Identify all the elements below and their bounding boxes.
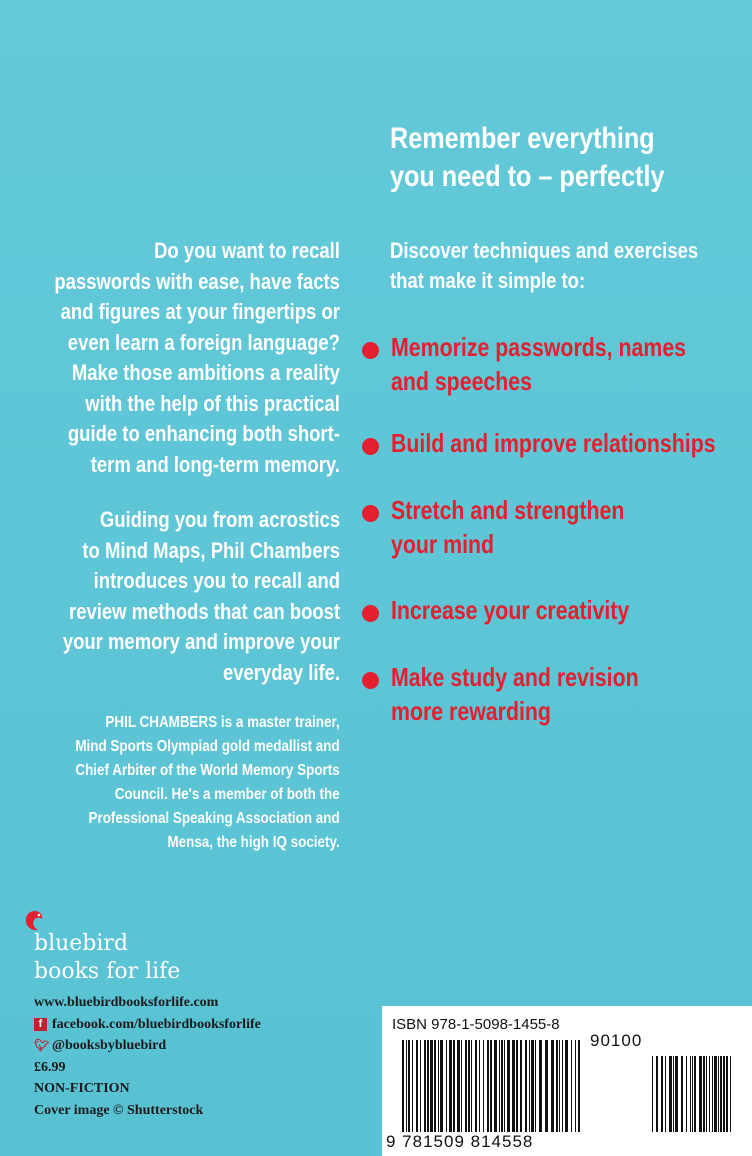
barcode-bar bbox=[673, 1056, 674, 1132]
barcode-bar bbox=[494, 1040, 497, 1132]
barcode-bar bbox=[559, 1040, 560, 1132]
barcode-bar bbox=[420, 1040, 421, 1132]
publisher-line: bluebird bbox=[34, 931, 129, 956]
price: £6.99 bbox=[34, 1059, 66, 1075]
publisher-facebook[interactable] bbox=[34, 1014, 261, 1036]
bullet-dot-icon bbox=[362, 672, 379, 689]
barcode-bar bbox=[726, 1056, 728, 1132]
barcode-bar bbox=[457, 1040, 460, 1132]
barcode-bar bbox=[504, 1040, 505, 1132]
paragraph-line: term and long-term memory. bbox=[90, 451, 340, 477]
barcode-bar bbox=[535, 1040, 536, 1132]
barcode-bar bbox=[706, 1056, 707, 1132]
paragraph-line: review methods that can boost bbox=[68, 598, 340, 624]
barcode-bar bbox=[681, 1056, 683, 1132]
barcode-bar bbox=[427, 1040, 429, 1132]
barcode-bar bbox=[551, 1040, 554, 1132]
barcode-bar bbox=[661, 1056, 663, 1132]
paragraph-line: Do you want to recall bbox=[154, 238, 340, 263]
barcode-bar bbox=[723, 1056, 725, 1132]
barcode-bar bbox=[475, 1040, 477, 1132]
paragraph-line: introduces you to recall and bbox=[93, 568, 340, 593]
twitter-bird-icon: 🐦︎ bbox=[34, 1038, 50, 1053]
paragraph-line: guide to enhancing both short- bbox=[67, 421, 341, 446]
barcode-bar bbox=[520, 1040, 522, 1132]
barcode-bar bbox=[718, 1056, 719, 1132]
barcode-bar bbox=[575, 1040, 576, 1132]
publisher-twitter[interactable] bbox=[34, 1035, 261, 1057]
barcode-bar bbox=[408, 1040, 410, 1132]
barcode-bar bbox=[571, 1040, 572, 1132]
barcode-bar bbox=[545, 1040, 548, 1132]
barcode-panel bbox=[382, 1006, 752, 1156]
benefit-line: Memorize passwords, names bbox=[391, 332, 687, 362]
facebook-text[interactable]: facebook.com/bluebirdbooksforlife bbox=[52, 1016, 261, 1032]
paragraph-line: to Mind Maps, Phil Chambers bbox=[82, 537, 341, 563]
barcode-bar bbox=[483, 1040, 484, 1132]
barcode-bar bbox=[709, 1056, 710, 1132]
barcode-bar bbox=[539, 1040, 542, 1132]
barcode-bar bbox=[712, 1056, 713, 1132]
barcode-bar bbox=[402, 1040, 404, 1132]
barcode-bar bbox=[720, 1056, 722, 1132]
barcode-bar bbox=[652, 1056, 653, 1132]
barcode-bar bbox=[416, 1040, 418, 1132]
barcode-bar bbox=[669, 1056, 672, 1132]
benefit-line: and speeches bbox=[391, 366, 533, 396]
barcode-bar bbox=[714, 1056, 717, 1132]
image-credit: Cover image © Shutterstock bbox=[34, 1102, 204, 1118]
barcode-bar bbox=[730, 1056, 731, 1132]
bio-line: Council. He's a member of both the bbox=[115, 786, 340, 803]
barcode-bar bbox=[665, 1056, 666, 1132]
barcode-bar bbox=[562, 1040, 563, 1132]
barcode-bar bbox=[686, 1056, 687, 1132]
barcode-bar bbox=[487, 1040, 489, 1132]
paragraph-line: passwords with ease, have facts bbox=[54, 268, 340, 294]
intro-line: Discover techniques and exercises bbox=[390, 238, 699, 263]
facebook-icon: f bbox=[34, 1018, 47, 1031]
headline-line: you need to – perfectly bbox=[390, 160, 665, 193]
bio-line: Chief Arbiter of the World Memory Sports bbox=[75, 762, 340, 779]
barcode-bar bbox=[656, 1056, 658, 1132]
barcode-bar bbox=[430, 1040, 433, 1132]
barcode-bar bbox=[471, 1040, 472, 1132]
twitter-text[interactable]: @booksbybluebird bbox=[52, 1038, 167, 1053]
benefit-line: Increase your creativity bbox=[391, 595, 630, 625]
barcode-bar bbox=[479, 1040, 480, 1132]
benefit-line: your mind bbox=[391, 529, 495, 559]
barcode-bar bbox=[699, 1056, 702, 1132]
barcode-bar bbox=[461, 1040, 462, 1132]
paragraph-line: Guiding you from acrostics bbox=[99, 507, 340, 532]
bullet-dot-icon bbox=[362, 505, 379, 522]
barcode-bar bbox=[453, 1040, 455, 1132]
bullet-dot-icon bbox=[362, 438, 379, 455]
publisher-website[interactable] bbox=[34, 992, 261, 1014]
isbn-label: ISBN 978-1-5098-1455-8 bbox=[392, 1016, 560, 1033]
intro-text bbox=[390, 236, 699, 296]
barcode-bar bbox=[694, 1056, 696, 1132]
barcode-bar bbox=[412, 1040, 413, 1132]
barcode-bar bbox=[512, 1040, 515, 1132]
barcode-digits: 9 781509 814558 bbox=[386, 1132, 534, 1151]
barcode-bar bbox=[531, 1040, 534, 1132]
intro-line: that make it simple to: bbox=[390, 268, 586, 293]
headline-line: Remember everything bbox=[390, 122, 655, 155]
barcode-bar bbox=[529, 1040, 530, 1132]
barcode-bar bbox=[449, 1040, 452, 1132]
website-text[interactable]: www.bluebirdbooksforlife.com bbox=[34, 995, 219, 1010]
barcode-bar bbox=[468, 1040, 470, 1132]
category: NON-FICTION bbox=[34, 1081, 130, 1096]
benefit-line: Build and improve relationships bbox=[391, 428, 716, 458]
barcode-bar bbox=[438, 1040, 439, 1132]
barcode-bar bbox=[499, 1040, 500, 1132]
bio-line: Mind Sports Olympiad gold medallist and bbox=[75, 738, 340, 755]
paragraph-line: everyday life. bbox=[222, 659, 340, 685]
barcode-bar bbox=[501, 1040, 503, 1132]
bio-line: PHIL CHAMBERS is a master trainer, bbox=[105, 714, 341, 731]
barcode-bar bbox=[465, 1040, 467, 1132]
bio-line: Mensa, the high IQ society. bbox=[167, 834, 340, 851]
barcode-bar bbox=[446, 1040, 447, 1132]
benefit-line: more rewarding bbox=[391, 696, 551, 726]
barcode-bar bbox=[434, 1040, 436, 1132]
barcode-bar bbox=[406, 1040, 407, 1132]
publisher-line: books for life bbox=[34, 959, 181, 984]
paragraph-line: even learn a foreign language? bbox=[67, 329, 340, 355]
publisher-info bbox=[34, 992, 261, 1121]
paragraph-line: and figures at your fingertips or bbox=[60, 299, 341, 324]
bullet-dot-icon bbox=[362, 342, 379, 359]
paragraph-line: with the help of this practical bbox=[85, 390, 341, 416]
barcode-bar bbox=[692, 1056, 693, 1132]
benefit-line: Stretch and strengthen bbox=[391, 495, 625, 525]
author-bio bbox=[76, 711, 340, 855]
barcode-bar bbox=[525, 1040, 527, 1132]
barcode-bar bbox=[690, 1056, 691, 1132]
bio-line: Professional Speaking Association and bbox=[88, 810, 341, 827]
barcode-bar bbox=[490, 1040, 492, 1132]
publisher-name bbox=[34, 930, 180, 986]
barcode-icon bbox=[402, 1036, 742, 1136]
headline bbox=[390, 120, 676, 196]
paragraph-line: Make those ambitions a reality bbox=[71, 360, 341, 385]
paragraph-line: your memory and improve your bbox=[62, 629, 340, 654]
barcode-bar bbox=[556, 1040, 558, 1132]
barcode-bar bbox=[703, 1056, 705, 1132]
barcode-bar bbox=[565, 1040, 568, 1132]
barcode-bar bbox=[516, 1040, 518, 1132]
barcode-bar bbox=[507, 1040, 510, 1132]
benefit-line: Make study and revision bbox=[391, 662, 639, 692]
price-code: 90100 bbox=[590, 1031, 643, 1050]
barcode-bar bbox=[675, 1056, 678, 1132]
barcode-bar bbox=[424, 1040, 426, 1132]
bullet-dot-icon bbox=[362, 605, 379, 622]
description-paragraph bbox=[54, 236, 340, 480]
barcode-bar bbox=[440, 1040, 443, 1132]
barcode-bar bbox=[578, 1040, 580, 1132]
summary-paragraph bbox=[63, 505, 340, 688]
